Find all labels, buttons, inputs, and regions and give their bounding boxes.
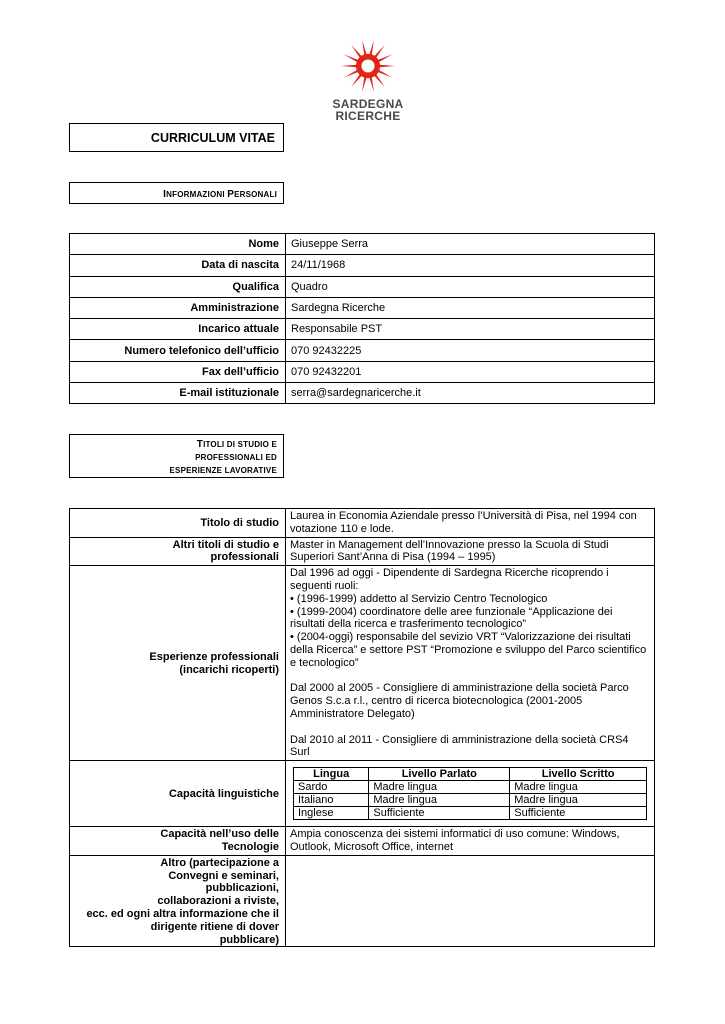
language-cell: Madre lingua: [369, 781, 510, 794]
experience-role: • (1996-1999) addetto al Servizio Centro Tecnologico: [290, 592, 548, 605]
row-label: Qualifica: [70, 276, 286, 297]
sardegna-ricerche-logo: [328, 38, 408, 122]
logo-line-1: SARDEGNA: [332, 97, 404, 111]
row-label-line: Convegni e seminari,: [168, 869, 279, 882]
language-table: [293, 767, 647, 820]
language-cell: Madre lingua: [369, 794, 510, 807]
table-row: [294, 781, 647, 794]
row-value: [286, 566, 655, 761]
row-label: Nome: [70, 234, 286, 255]
page-title: CURRICULUM VITAE: [69, 123, 284, 152]
row-label: Incarico attuale: [70, 319, 286, 340]
row-value: serra@sardegnaricerche.it: [286, 383, 655, 404]
row-label: [70, 855, 286, 947]
row-value: 070 92432225: [286, 340, 655, 361]
row-value: [286, 761, 655, 827]
sun-ray: [351, 74, 362, 87]
row-value: 24/11/1968: [286, 255, 655, 276]
row-value: Sardegna Ricerche: [286, 297, 655, 318]
row-value: [286, 855, 655, 947]
row-value: Master in Management dell’Innovazione presso la Scuola di Studi Superiori Sant’Anna di Pisa (1994 – 1995): [286, 537, 655, 566]
row-label-line: pubblicare): [219, 933, 279, 946]
table-row: [70, 827, 655, 856]
sun-ray: [362, 77, 367, 93]
row-value: 070 92432201: [286, 361, 655, 382]
row-label-line: dirigente ritiene di dover: [150, 920, 279, 933]
row-label: Capacità nell’uso delle Tecnologie: [70, 827, 286, 856]
table-row: [70, 566, 655, 761]
sun-ray: [377, 70, 392, 78]
row-value: Giuseppe Serra: [286, 234, 655, 255]
sun-ray: [377, 54, 392, 62]
language-cell: Sufficiente: [510, 807, 647, 820]
logo-line-2: RICERCHE: [335, 109, 401, 123]
spoken-level-header: Livello Parlato: [369, 768, 510, 781]
sun-center: [361, 59, 374, 72]
table-row: [70, 537, 655, 566]
row-label: Numero telefonico dell’ufficio: [70, 340, 286, 361]
row-value: Laurea in Economia Aziendale presso l’Università di Pisa, nel 1994 con votazione 110 e lode.: [286, 509, 655, 538]
table-row: [70, 361, 655, 382]
experience-role: • (1999-2004) coordinatore delle aree funzionale “Applicazione dei risultati della ricerca e trasferimento tecnologico”: [290, 605, 613, 631]
experience-paragraph: Dal 2010 al 2011 - Consigliere di amministrazione della società CRS4 Surl: [290, 733, 629, 759]
language-cell: Inglese: [294, 807, 369, 820]
language-cell: Sardo: [294, 781, 369, 794]
row-label-line: Altro (partecipazione a: [160, 856, 279, 869]
row-label-line: pubblicazioni,: [205, 882, 279, 895]
row-label: Data di nascita: [70, 255, 286, 276]
table-row: [70, 276, 655, 297]
row-value: Ampia conoscenza dei sistemi informatici di uso comune: Windows, Outlook, Microsoft Office, internet: [286, 827, 655, 856]
table-row: [70, 855, 655, 947]
table-row: [70, 340, 655, 361]
language-cell: Italiano: [294, 794, 369, 807]
language-cell: Madre lingua: [510, 794, 647, 807]
sun-ray: [362, 40, 367, 56]
sun-logo-icon: [340, 38, 396, 94]
row-label: Fax dell’ufficio: [70, 361, 286, 382]
table-row: [294, 807, 647, 820]
row-value: Quadro: [286, 276, 655, 297]
section-personal-info-heading: INFORMAZIONI PERSONALI: [69, 182, 284, 204]
row-value: Responsabile PST: [286, 319, 655, 340]
personal-info-table: [69, 233, 655, 404]
row-label: Capacità linguistiche: [70, 761, 286, 827]
row-label-line: collaborazioni a riviste,: [157, 895, 279, 908]
table-row: [70, 255, 655, 276]
language-cell: Sufficiente: [369, 807, 510, 820]
sun-ray: [369, 77, 374, 93]
sun-ray: [374, 45, 385, 58]
sun-ray: [341, 65, 357, 67]
sun-ray: [369, 40, 374, 56]
table-row: [70, 383, 655, 404]
table-row: [70, 234, 655, 255]
experience-role: • (2004-oggi) responsabile del sevizio VRT “Valorizzazione dei risultati della Ricerca” e settore PST “Promozione e sviluppo del Parco scientifico e tecnologico”: [290, 631, 647, 669]
sun-ray: [344, 70, 359, 78]
table-row: [70, 319, 655, 340]
row-label: Altri titoli di studio e professionali: [70, 537, 286, 566]
row-label-line: ecc. ed ogni altra informazione che il: [86, 907, 279, 920]
sun-ray: [379, 65, 395, 67]
written-level-header: Livello Scritto: [510, 768, 647, 781]
table-row: [70, 297, 655, 318]
row-label: Titolo di studio: [70, 509, 286, 538]
table-row: [294, 794, 647, 807]
section-education-heading: TITOLI DI STUDIO E PROFESSIONALI ED ESPERIENZE LAVORATIVE: [69, 434, 284, 478]
education-experience-table: [69, 508, 655, 947]
sun-ray: [374, 74, 385, 87]
row-label: E-mail istituzionale: [70, 383, 286, 404]
table-row: [70, 509, 655, 538]
row-label: Amministrazione: [70, 297, 286, 318]
sun-ray: [344, 54, 359, 62]
experience-paragraph: Dal 2000 al 2005 - Consigliere di amministrazione della società Parco Genos S.c.a r.l., centro di ricerca biotecnologica (2001-2005 Amministratore Delegato): [290, 682, 629, 720]
row-label: Esperienze professionali (incarichi ricoperti): [70, 566, 286, 761]
language-header: Lingua: [294, 768, 369, 781]
experience-intro: Dal 1996 ad oggi - Dipendente di Sardegna Ricerche ricoprendo i seguenti ruoli:: [290, 567, 609, 592]
language-cell: Madre lingua: [510, 781, 647, 794]
sun-ray: [351, 45, 362, 58]
table-row: [70, 761, 655, 827]
